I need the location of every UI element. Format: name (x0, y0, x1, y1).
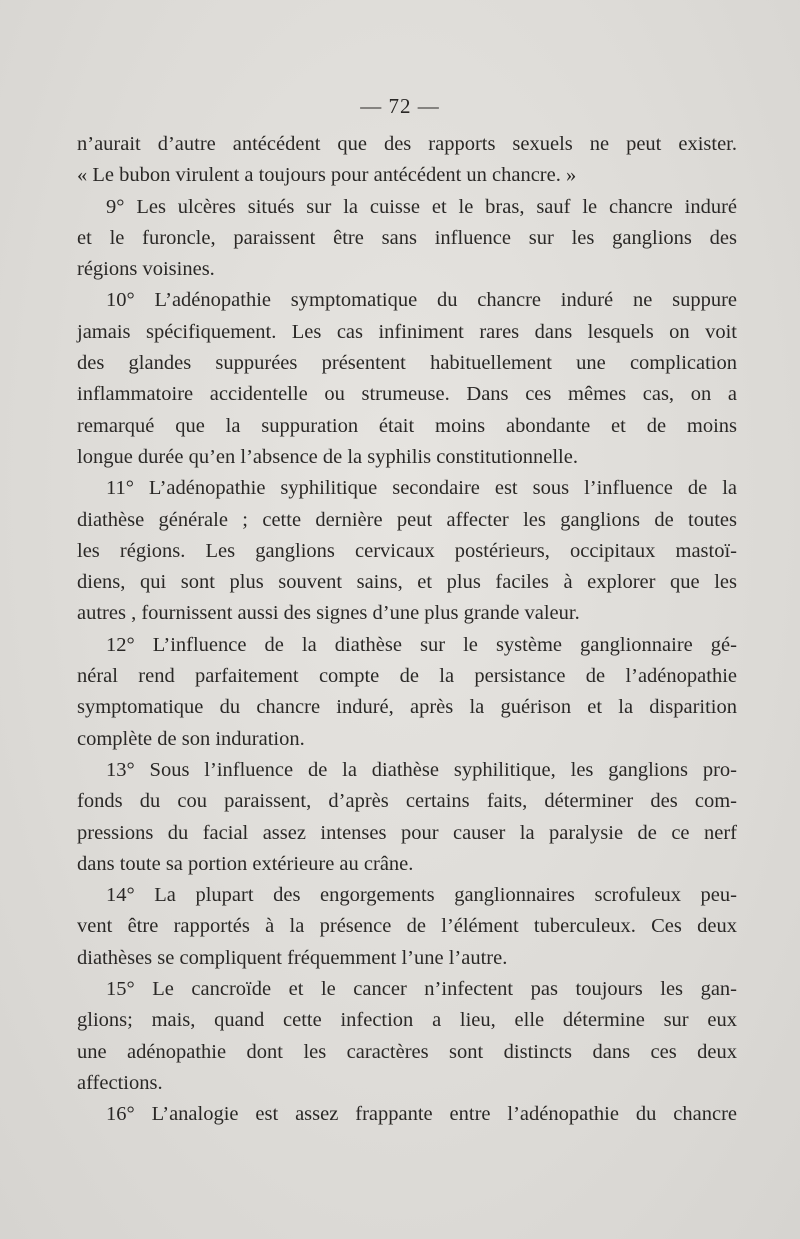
text-line: pressions du facial assez intenses pour causer la paralysie de ce nerf (77, 821, 737, 844)
text-line: « Le bubon virulent a toujours pour antécédent un chancre. » (77, 164, 577, 187)
text-line: remarqué que la suppuration était moins abondante et de moins (77, 414, 737, 437)
text-line: et le furoncle, paraissent être sans influence sur les ganglions des (77, 226, 737, 249)
text-line: dans toute sa portion extérieure au crâne. (77, 852, 414, 875)
page-number: — 72 — (360, 94, 440, 118)
body-text (77, 129, 737, 1131)
text-line: 16° L’analogie est assez frappante entre l’adénopathie du chancre (106, 1103, 737, 1126)
text-line: diathèses se compliquent fréquemment l’une l’autre. (77, 946, 508, 969)
text-line: fonds du cou paraissent, d’après certains faits, déterminer des com- (77, 790, 737, 813)
text-line: n’aurait d’autre antécédent que des rapports sexuels ne peut exister. (77, 133, 737, 155)
text-line: 10° L’adénopathie symptomatique du chancre induré ne suppure (106, 289, 737, 312)
text-line: les régions. Les ganglions cervicaux postérieurs, occipitaux mastoï- (77, 539, 737, 562)
text-line: longue durée qu’en l’absence de la syphilis constitutionnelle. (77, 445, 578, 468)
text-line: des glandes suppurées présentent habituellement une complication (77, 352, 737, 375)
text-line: jamais spécifiquement. Les cas infiniment rares dans lesquels on voit (77, 320, 737, 343)
text-line: glions; mais, quand cette infection a lieu, elle détermine sur eux (77, 1009, 737, 1032)
text-line: inflammatoire accidentelle ou strumeuse. Dans ces mêmes cas, on a (77, 383, 737, 406)
text-line: régions voisines. (77, 258, 215, 281)
text-line: 15° Le cancroïde et le cancer n’infectent pas toujours les gan- (106, 978, 737, 1001)
text-line: 11° L’adénopathie syphilitique secondaire est sous l’influence de la (106, 477, 737, 500)
text-line: 12° L’influence de la diathèse sur le système ganglionnaire gé- (106, 633, 737, 656)
text-line: diens, qui sont plus souvent sains, et plus faciles à explorer que les (77, 571, 737, 594)
text-line: néral rend parfaitement compte de la persistance de l’adénopathie (77, 665, 737, 688)
text-line: diathèse générale ; cette dernière peut affecter les ganglions de toutes (77, 508, 737, 531)
text-line: autres , fournissent aussi des signes d’une plus grande valeur. (77, 602, 580, 625)
text-line: affections. (77, 1071, 163, 1094)
text-line: 9° Les ulcères situés sur la cuisse et le bras, sauf le chancre induré (106, 195, 737, 218)
text-line: symptomatique du chancre induré, après la guérison et la disparition (77, 696, 737, 719)
text-line: une adénopathie dont les caractères sont distincts dans ces deux (77, 1040, 737, 1063)
text-line: 14° La plupart des engorgements ganglionnaires scrofuleux peu- (106, 884, 737, 907)
text-line: vent être rapportés à la présence de l’élément tuberculeux. Ces deux (77, 915, 737, 938)
text-line: 13° Sous l’influence de la diathèse syphilitique, les ganglions pro- (106, 758, 737, 781)
text-line: complète de son induration. (77, 727, 305, 750)
